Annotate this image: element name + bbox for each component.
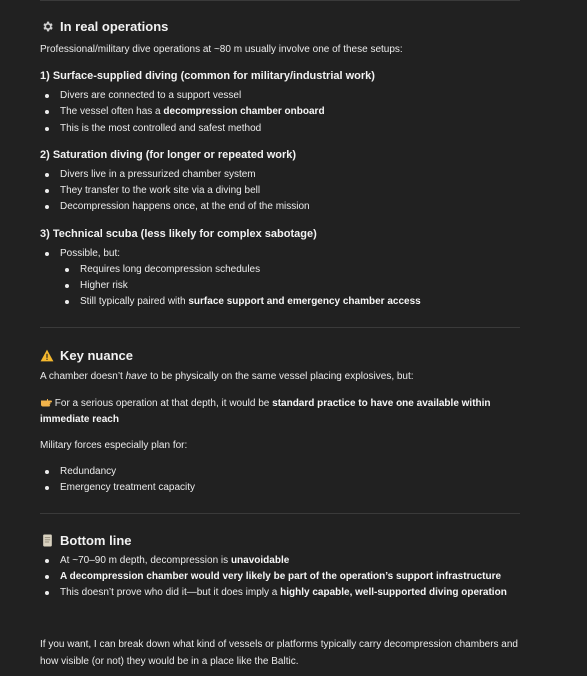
option-2-heading: 2) Saturation diving (for longer or repeated work) xyxy=(40,149,297,161)
closing-paragraph-line-2: how visible (or not) they would be in a place like the Baltic. xyxy=(40,656,299,667)
intro-text: Professional/military dive operations at ~80 m usually involve one of these setups: xyxy=(40,44,403,55)
scroll-icon xyxy=(40,534,54,548)
sub-list-item: Requires long decompression schedules xyxy=(80,263,520,277)
list-item: This is the most controlled and safest method xyxy=(60,122,520,136)
list-item: The vessel often has a decompression chamber onboard xyxy=(60,105,520,119)
section-title: Bottom line xyxy=(60,533,132,548)
option-3-heading: 3) Technical scuba (less likely for complex sabotage) xyxy=(40,228,317,240)
option-1-heading: 1) Surface-supplied diving (common for military/industrial work) xyxy=(40,70,375,82)
section-title: In real operations xyxy=(60,19,169,34)
list-item: Emergency treatment capacity xyxy=(60,481,520,495)
list-item: They transfer to the work site via a diving bell xyxy=(60,184,520,198)
list-item: Divers are connected to a support vessel xyxy=(60,89,520,103)
sub-list-item: Higher risk xyxy=(80,279,520,293)
section-title: Key nuance xyxy=(60,348,133,363)
section-divider xyxy=(40,327,520,328)
heading-bottom-line xyxy=(40,532,132,550)
paragraph: A chamber doesn’t have to be physically on the same vessel placing explosives, but: xyxy=(40,371,414,382)
pointing-hand-icon xyxy=(40,396,52,412)
gear-icon xyxy=(40,20,54,34)
warning-icon xyxy=(40,349,54,363)
heading-in-real-operations xyxy=(40,18,168,36)
list-item: Decompression happens once, at the end of the mission xyxy=(60,200,520,214)
list-item: Possible, but: xyxy=(60,247,520,261)
paragraph-continuation: immediate reach xyxy=(40,414,119,425)
list-item: Divers live in a pressurized chamber system xyxy=(60,168,520,182)
top-divider xyxy=(40,0,520,1)
paragraph: For a serious operation at that depth, it would be standard practice to have one available within xyxy=(40,396,520,412)
list-item: Redundancy xyxy=(60,465,520,479)
list-item: This doesn’t prove who did it—but it does imply a highly capable, well-supported diving operation xyxy=(60,586,520,600)
sub-list-item: Still typically paired with surface support and emergency chamber access xyxy=(80,295,520,309)
closing-paragraph-line-1: If you want, I can break down what kind of vessels or platforms typically carry decompression chambers and xyxy=(40,639,518,650)
list-item: A decompression chamber would very likely be part of the operation’s support infrastructure xyxy=(60,570,520,584)
list-item: At ~70–90 m depth, decompression is unavoidable xyxy=(60,554,520,568)
section-divider xyxy=(40,513,520,514)
paragraph: Military forces especially plan for: xyxy=(40,440,188,451)
heading-key-nuance xyxy=(40,347,133,365)
